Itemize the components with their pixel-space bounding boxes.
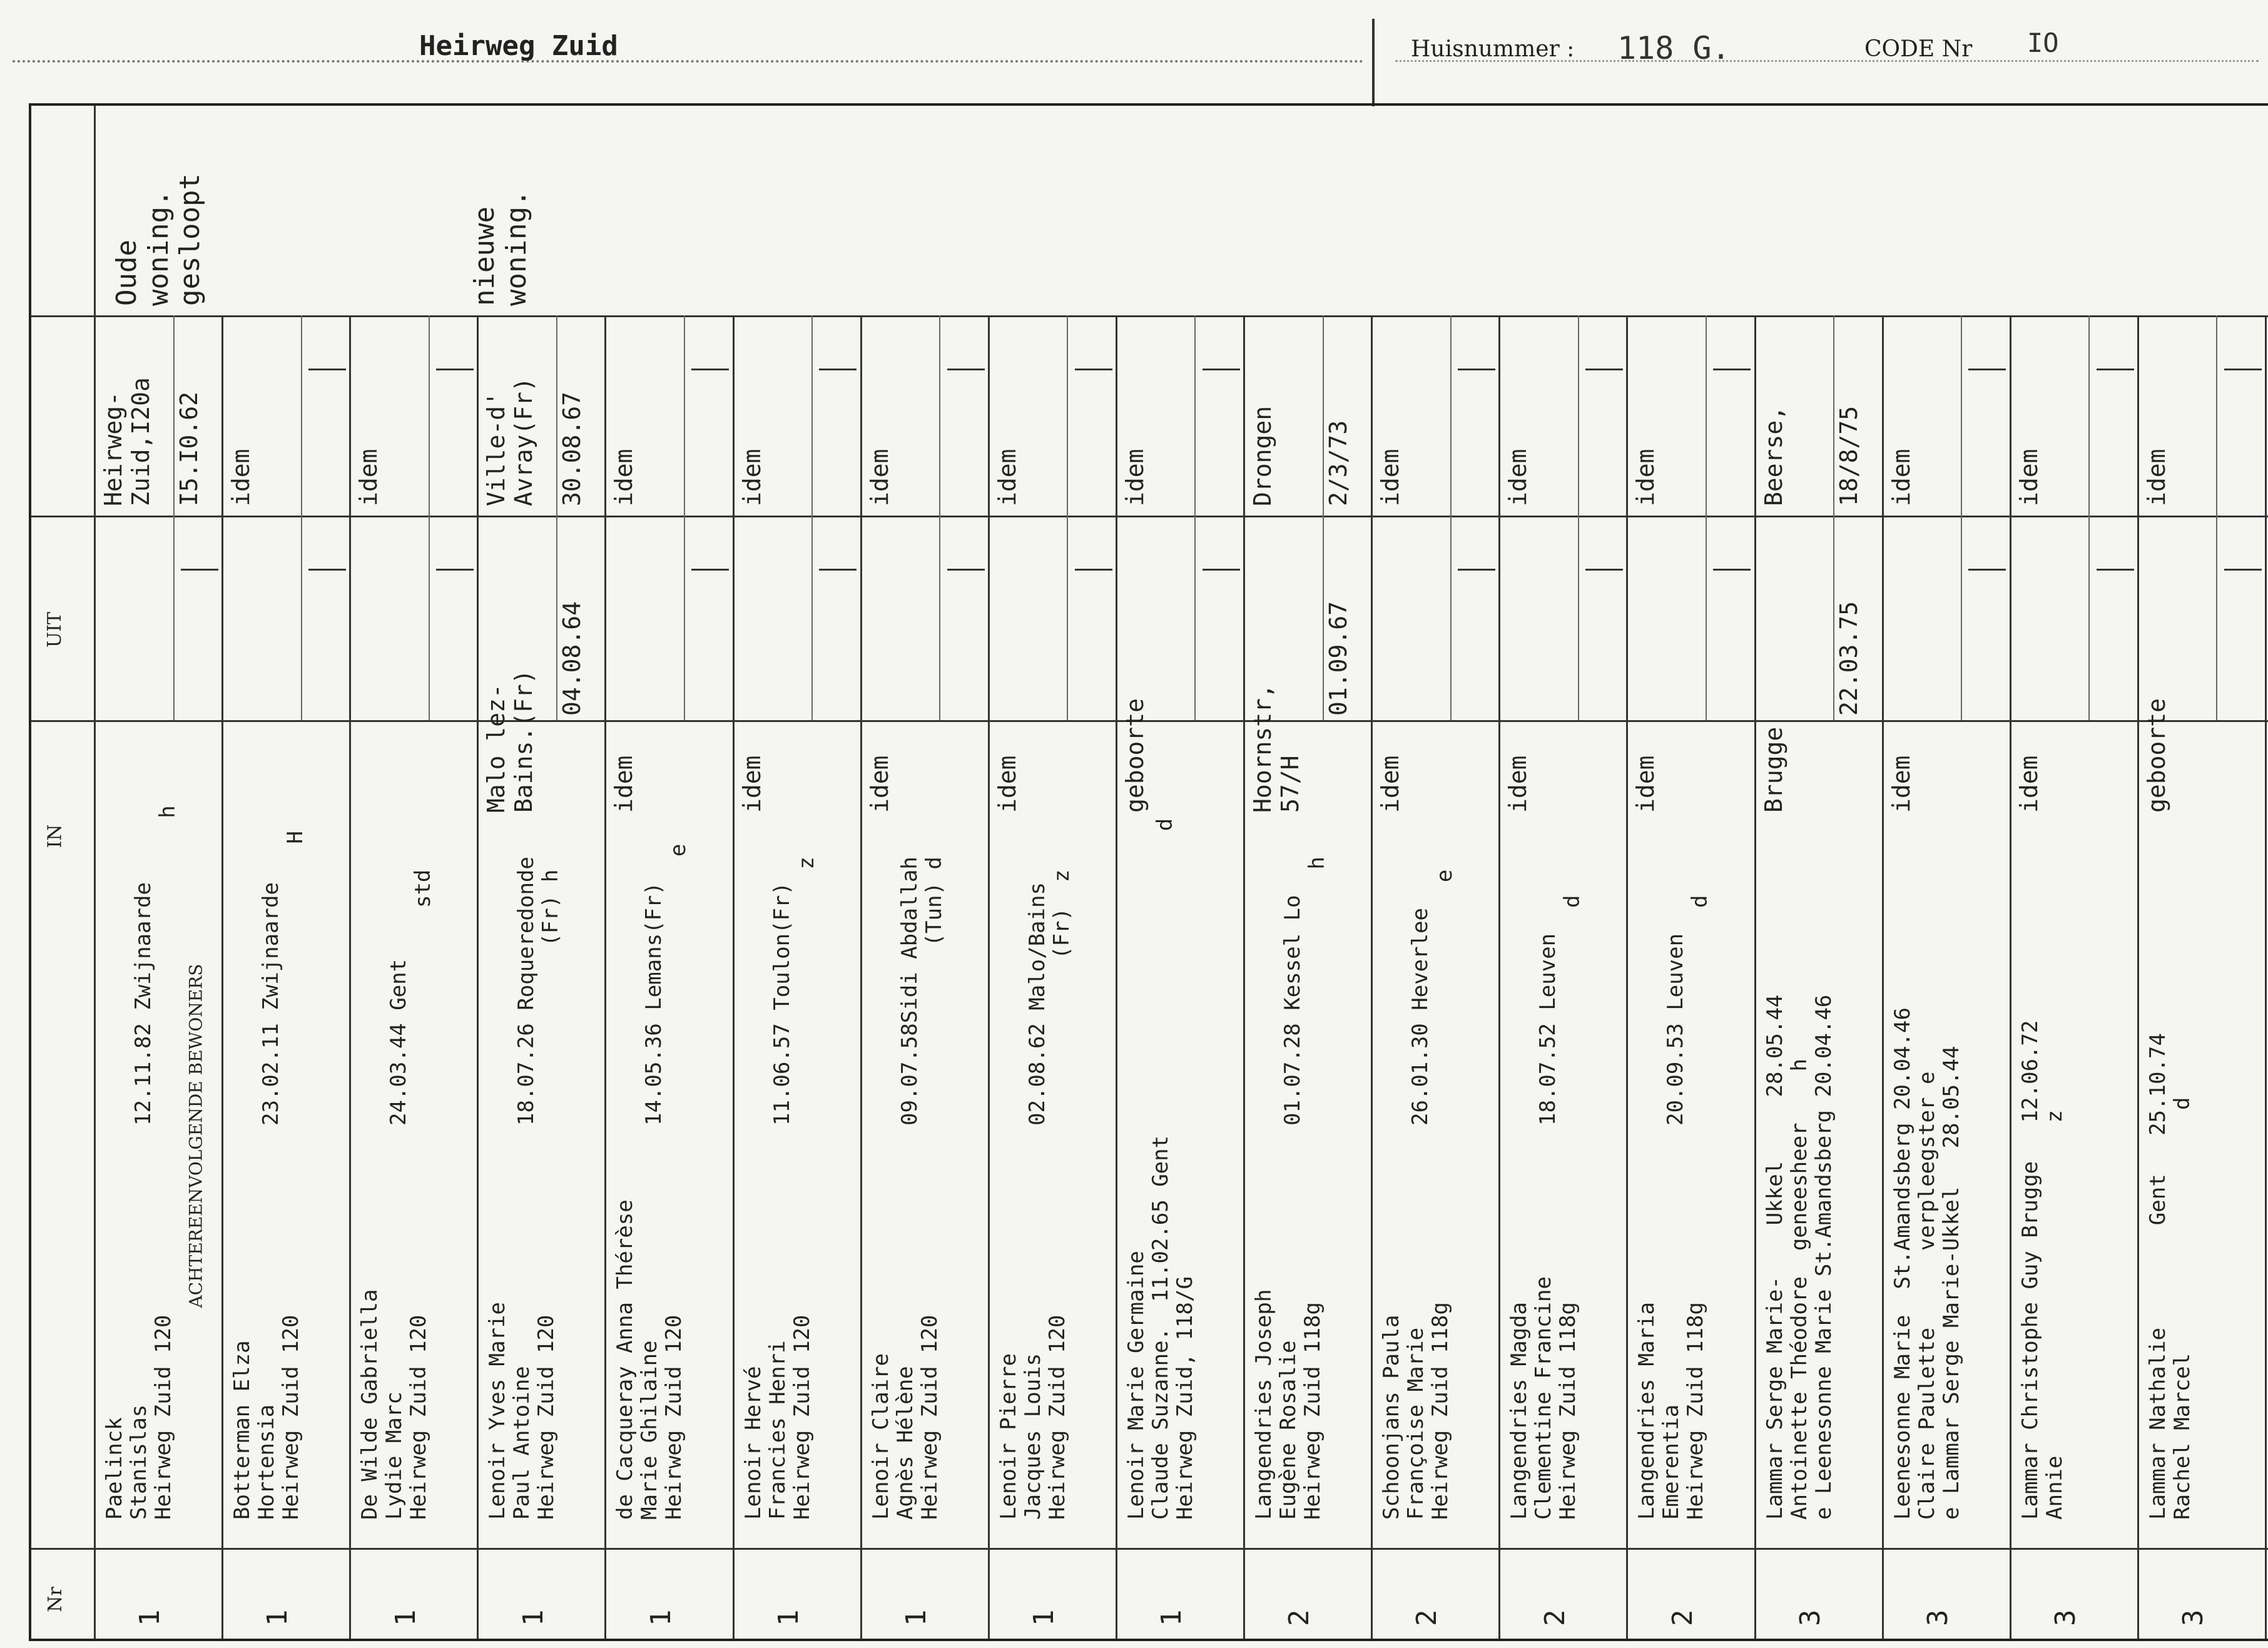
huisnummer-label: Huisnummer : — [1411, 36, 1575, 62]
code-value: IO — [2027, 28, 2059, 58]
resident-nr: 3 — [2050, 1609, 2082, 1626]
resident-name: Paelinck Stanislas Heirweg Zuid 120 — [102, 1315, 176, 1520]
date-subcolumn-line — [1578, 315, 1579, 720]
date-subcolumn-line — [1194, 315, 1196, 720]
empty-in-dash — [947, 569, 985, 571]
resident-birth: 26.01.30 Heverlee e — [1408, 869, 1458, 1126]
resident-nr: 3 — [1794, 1609, 1826, 1626]
resident-name: Lammar Christophe Guy Brugge 12.06.72 Annie z — [2018, 1020, 2068, 1520]
date-subcolumn-line — [939, 315, 940, 720]
resident-uit-date: 2/3/73 — [1325, 420, 1352, 506]
remarks-section-line — [31, 315, 2268, 317]
resident-birth: d — [1152, 818, 1177, 1126]
date-subcolumn-line — [1833, 315, 1834, 720]
resident-uit-date: 18/8/75 — [1835, 405, 1863, 506]
resident-in-place: Malo lez- Bains.(Fr) — [482, 669, 537, 813]
in-label: IN — [44, 824, 66, 848]
empty-in-dash — [1075, 569, 1112, 571]
street-name: Heirweg Zuid — [419, 30, 618, 62]
resident-uit-place: idem — [1632, 449, 1659, 506]
resident-in-place: idem — [866, 755, 893, 813]
date-subcolumn-line — [556, 315, 557, 720]
resident-in-place: idem — [1504, 755, 1532, 813]
resident-uit-place: idem — [1888, 449, 1915, 506]
resident-uit-place: idem — [738, 449, 766, 506]
resident-nr: 2 — [1411, 1609, 1443, 1626]
resident-uit-place: idem — [610, 449, 638, 506]
empty-in-dash — [1968, 569, 2006, 571]
date-subcolumn-line — [301, 315, 302, 720]
resident-in-date: 22.03.75 — [1835, 601, 1863, 716]
resident-name: Langendries Joseph Eugène Rosalie Heirweg Zuid 118g — [1251, 1289, 1326, 1520]
resident-column-line — [349, 315, 351, 1639]
resident-nr: 1 — [900, 1609, 932, 1626]
resident-column-line — [733, 315, 735, 1639]
resident-uit-place: Heirweg- Zuid,I20a — [99, 377, 155, 506]
residents-table — [29, 103, 2268, 1641]
resident-birth: 09.07.58Sidi Abdallah (Tun) d — [897, 857, 947, 1126]
resident-in-place: geboorte — [2143, 698, 2170, 813]
resident-nr: 3 — [2177, 1609, 2209, 1626]
resident-in-place: Hoornstr, 57/H — [1249, 684, 1304, 813]
resident-column-line — [221, 315, 223, 1639]
resident-column-line — [477, 315, 479, 1639]
resident-name: Leenesonne Marie St.Amandsberg 20.04.46 Claire Paulette verpleegster e e Lammar Serge Marie-Ukkel 28.05.44 — [1890, 1007, 1965, 1520]
resident-name: Lenoir Yves Marie Paul Antoine Heirweg Zuid 120 — [485, 1302, 559, 1520]
code-label: CODE Nr — [1864, 36, 1973, 62]
resident-nr: 1 — [390, 1609, 422, 1626]
resident-name: Lammar Serge Marie- Ukkel 28.05.44 Antoinette Théodore geneesheer h e Leenesonne Marie St.Amandsberg 20.04.46 — [1762, 994, 1837, 1520]
resident-column-line — [1243, 315, 1245, 1639]
resident-birth: 14.05.36 Lemans(Fr) e — [641, 843, 691, 1126]
empty-in-dash — [181, 569, 218, 571]
resident-uit-place: idem — [994, 449, 1021, 506]
resident-in-place: idem — [1632, 755, 1659, 813]
resident-name: Langendries Magda Clementine Francine Heirweg Zuid 118g — [1507, 1276, 1581, 1520]
header-divider — [1372, 19, 1375, 106]
resident-in-date: 04.08.64 — [558, 601, 586, 716]
resident-name: Lammar Nathalie Gent 25.10.74 Rachel Marcel d — [2145, 1033, 2195, 1520]
resident-column-line — [2265, 315, 2267, 1639]
resident-in-place: idem — [738, 755, 766, 813]
date-subcolumn-line — [811, 315, 813, 720]
resident-name: Schoonjans Paula Françoise Marie Heirweg Zuid 118g — [1379, 1302, 1453, 1520]
resident-in-place: idem — [994, 755, 1021, 813]
resident-uit-place: idem — [1504, 449, 1532, 506]
street-dotted-line — [13, 60, 1364, 63]
empty-uit-dash — [1713, 369, 1751, 370]
resident-column-line — [604, 315, 606, 1639]
resident-in-place: Brugge — [1760, 726, 1787, 813]
resident-nr: 2 — [1667, 1609, 1699, 1626]
date-subcolumn-line — [2216, 315, 2217, 720]
resident-name: Lenoir Hervé Francies Henri Heirweg Zuid 120 — [741, 1315, 815, 1520]
empty-in-dash — [308, 569, 346, 571]
resident-in-place: idem — [2015, 755, 2043, 813]
date-subcolumn-line — [1961, 315, 1962, 720]
resident-nr: 1 — [517, 1609, 549, 1626]
remark-oude-woning: Oude woning. gesloopt — [111, 173, 206, 306]
resident-name: Lenoir Pierre Jacques Louis Heirweg Zuid 120 — [996, 1315, 1070, 1520]
resident-column-line — [860, 315, 862, 1639]
uit-label: UIT — [44, 611, 66, 648]
resident-nr: 1 — [773, 1609, 805, 1626]
resident-birth: 11.06.57 Toulon(Fr) z — [770, 857, 820, 1126]
date-subcolumn-line — [1067, 315, 1068, 720]
resident-uit-date: I5.I0.62 — [175, 391, 203, 506]
empty-uit-dash — [2097, 369, 2134, 370]
header-dotted-line — [1395, 60, 2259, 62]
resident-uit-place: idem — [227, 449, 255, 506]
bewoners-section-line — [31, 1548, 2268, 1550]
document-header — [0, 0, 2268, 100]
resident-column-line — [94, 315, 96, 1639]
resident-column-line — [1754, 315, 1756, 1639]
empty-in-dash — [819, 569, 857, 571]
resident-uit-place: idem — [1121, 449, 1149, 506]
huisnummer-value: 118 G. — [1617, 30, 1731, 66]
resident-uit-place: Drongen — [1249, 405, 1276, 506]
resident-birth: 12.11.82 Zwijnaarde h — [131, 805, 181, 1126]
date-subcolumn-line — [429, 315, 430, 720]
resident-column-line — [988, 315, 990, 1639]
empty-uit-dash — [691, 369, 729, 370]
date-subcolumn-line — [1323, 315, 1324, 720]
resident-column-line — [2137, 315, 2139, 1639]
date-subcolumn-line — [1450, 315, 1452, 720]
date-subcolumn-line — [1706, 315, 1707, 720]
resident-name: de Cacqueray Anna Thérèse Marie Ghilaine Heirweg Zuid 120 — [613, 1199, 687, 1520]
resident-nr: 1 — [645, 1609, 677, 1626]
empty-uit-dash — [947, 369, 985, 370]
resident-uit-place: Ville-d' Avray(Fr) — [482, 377, 537, 506]
empty-uit-dash — [308, 369, 346, 370]
resident-in-date: 01.09.67 — [1325, 601, 1352, 716]
resident-uit-place: idem — [2015, 449, 2043, 506]
resident-nr: 1 — [1156, 1609, 1187, 1626]
resident-nr: 1 — [134, 1609, 166, 1626]
resident-in-place: idem — [1888, 755, 1915, 813]
date-subcolumn-line — [2088, 315, 2090, 720]
resident-birth: 20.09.53 Leuven d — [1663, 895, 1713, 1126]
resident-name: De Wilde Gabriella Lydie Marc Heirweg Zuid 120 — [357, 1289, 432, 1520]
date-subcolumn-line — [173, 315, 175, 720]
empty-uit-dash — [1585, 369, 1623, 370]
resident-uit-place: Beerse, — [1760, 405, 1787, 506]
resident-nr: 2 — [1283, 1609, 1315, 1626]
resident-column-line — [2010, 315, 2011, 1639]
remark-nieuwe-woning: nieuwe woning. — [469, 190, 532, 306]
resident-birth: 01.07.28 Kessel Lo h — [1280, 857, 1330, 1126]
resident-column-line — [1882, 315, 1884, 1639]
empty-in-dash — [1458, 569, 1495, 571]
empty-uit-dash — [819, 369, 857, 370]
date-subcolumn-line — [684, 315, 685, 720]
resident-in-place: geboorte — [1121, 698, 1149, 813]
empty-in-dash — [1203, 569, 1240, 571]
empty-uit-dash — [1968, 369, 2006, 370]
resident-in-place: idem — [1376, 755, 1404, 813]
empty-in-dash — [1585, 569, 1623, 571]
resident-column-line — [1116, 315, 1117, 1639]
resident-name: Lenoir Marie Germaine Claude Suzanne. 11.02.65 Gent Heirweg Zuid, 118/G — [1124, 1135, 1198, 1520]
in-section-line — [31, 720, 2268, 722]
empty-in-dash — [436, 569, 474, 571]
empty-uit-dash — [436, 369, 474, 370]
resident-uit-place: idem — [2143, 449, 2170, 506]
empty-in-dash — [2097, 569, 2134, 571]
resident-uit-place: idem — [355, 449, 382, 506]
empty-uit-dash — [1458, 369, 1495, 370]
resident-birth: 02.08.62 Malo/Bains (Fr) z — [1025, 869, 1075, 1126]
nr-label: Nr — [44, 1587, 66, 1612]
resident-uit-place: idem — [866, 449, 893, 506]
resident-nr: 2 — [1539, 1609, 1571, 1626]
resident-in-place: idem — [610, 755, 638, 813]
resident-uit-date: 30.08.67 — [558, 391, 586, 506]
uit-section-line — [31, 516, 2268, 517]
empty-uit-dash — [1075, 369, 1112, 370]
resident-uit-place: idem — [1376, 449, 1404, 506]
resident-birth: 18.07.26 Roqueredonde (Fr) h — [514, 857, 564, 1126]
resident-column-line — [1626, 315, 1628, 1639]
resident-name: Botterman Elza Hortensia Heirweg Zuid 120 — [230, 1315, 304, 1520]
empty-in-dash — [691, 569, 729, 571]
resident-name: Langendries Maria Emerentia Heirweg Zuid 118g — [1634, 1302, 1709, 1520]
resident-column-line — [1498, 315, 1500, 1639]
resident-birth: 18.07.52 Leuven d — [1535, 895, 1585, 1126]
resident-name: Lenoir Claire Agnès Hélène Heirweg Zuid 120 — [868, 1315, 943, 1520]
empty-uit-dash — [2224, 369, 2262, 370]
resident-nr: 1 — [262, 1609, 293, 1626]
empty-in-dash — [1713, 569, 1751, 571]
resident-column-line — [1371, 315, 1373, 1639]
resident-birth: 24.03.44 Gent std — [386, 869, 436, 1126]
resident-nr: 3 — [1922, 1609, 1954, 1626]
resident-nr: 1 — [1028, 1609, 1060, 1626]
bewoners-label: ACHTEREENVOLGENDE BEWONERS — [185, 964, 206, 1308]
empty-in-dash — [2224, 569, 2262, 571]
resident-birth: 23.02.11 Zwijnaarde H — [258, 831, 308, 1126]
empty-uit-dash — [1203, 369, 1240, 370]
